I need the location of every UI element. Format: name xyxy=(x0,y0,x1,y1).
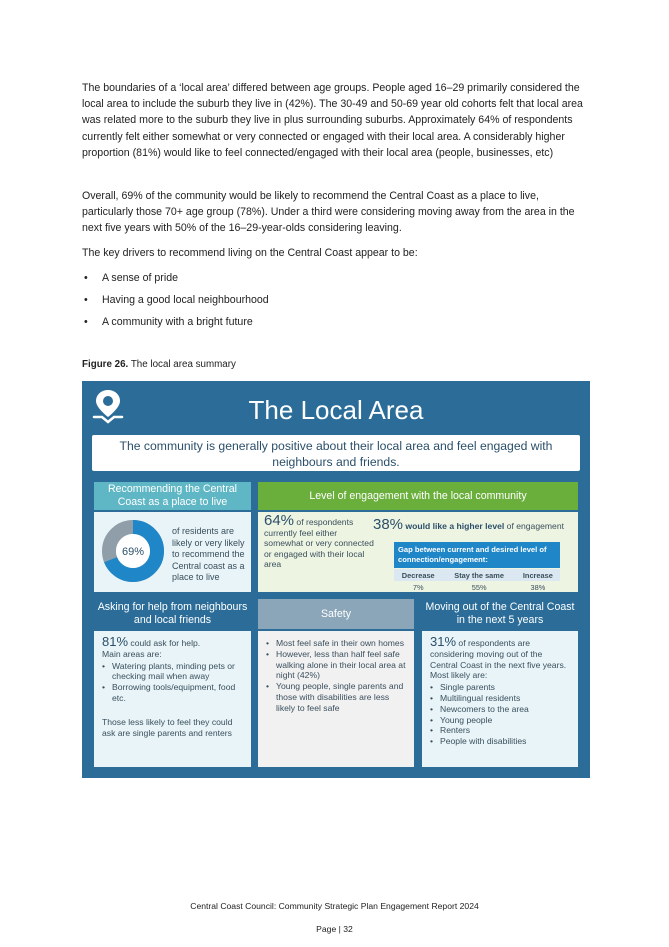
footer-report-title: Central Coast Council: Community Strategic Plan Engagement Report 2024 xyxy=(190,901,479,911)
list-item: • Young people xyxy=(430,715,572,726)
recommending-header: Recommending the Central Coast as a place to live xyxy=(94,482,251,510)
paragraph-local-area-boundaries: The boundaries of a ‘local area’ differed between age groups. People aged 16–29 primarily considered the local area to include the suburb they live in (42%). The 30-49 and 50-69 year old cohorts felt that local area was related more to the suburb they live in plus surrounding suburbs. Approximately 64% of respondents currently felt either somewhat or very connected or engaged with their local area. A considerably higher proportion (81%) would like to feel connected/engaged with their local area (people, businesses, etc) xyxy=(82,82,583,159)
engagement-panel xyxy=(258,482,578,592)
moving-panel xyxy=(422,599,578,767)
recommending-body xyxy=(94,512,251,592)
help-footer-text: Those less likely to feel they could ask are single parents and renters xyxy=(102,716,233,738)
gap-title: Gap between current and desired level of connection/engagement: xyxy=(394,542,560,568)
list-item: • Single parents xyxy=(430,682,572,693)
gap-value-increase: 38% xyxy=(530,582,546,592)
list-item: • Young people, single parents and those with disabilities are less likely to feel safe xyxy=(266,681,408,713)
list-item: • Multilingual residents xyxy=(430,693,572,704)
paragraph-recommend: Overall, 69% of the community would be likely to recommend the Central Coast as a place to live, particularly those 70+ age group (78%). Under a third were considering moving away from the area in the next five years with 50% of the 16–29-year-olds considering leaving. xyxy=(82,190,575,235)
list-item: • Having a good local neighbourhood xyxy=(84,294,269,306)
help-areas-list xyxy=(102,661,245,704)
list-item: • Renters xyxy=(430,725,572,736)
help-body: 81% could ask for help. Main areas are: • Watering plants, minding pets or checking mail when away • Borrowing tools/equipment, food etc. Those less likely to feel they could ask are single parents and renters xyxy=(94,631,251,767)
key-drivers-list xyxy=(82,270,482,336)
engagement-header: Level of engagement with the local community xyxy=(258,482,578,510)
current-engagement: 64% of respondents currently feel either somewhat or very connected or engaged with their local area xyxy=(264,512,374,569)
gap-header-decrease: Decrease xyxy=(394,569,442,581)
gap-value-decrease: 7% xyxy=(412,582,424,592)
list-item: • A community with a bright future xyxy=(84,316,253,328)
moving-groups-list xyxy=(430,682,572,747)
list-item: • A sense of pride xyxy=(84,272,178,284)
desired-engagement-percent: 38% xyxy=(373,516,404,533)
donut-percent-label: 69% xyxy=(121,546,145,558)
list-item: • People with disabilities xyxy=(430,736,572,747)
moving-percent: 31% xyxy=(430,634,457,649)
gap-table xyxy=(394,569,560,593)
recommend-text: of residents are likely or very likely to recommend the Central coast as a place to live xyxy=(172,526,245,582)
help-panel xyxy=(94,599,251,767)
list-item: • Most feel safe in their own homes xyxy=(266,638,408,649)
list-item: • Newcomers to the area xyxy=(430,704,572,715)
safety-list xyxy=(266,638,408,714)
recommend-donut-chart xyxy=(100,518,166,584)
engagement-body xyxy=(258,512,578,592)
infographic-subtitle: The community is generally positive about their local area and feel engaged with neighbours and friends. xyxy=(92,435,580,471)
page-number: Page | 32 xyxy=(316,924,353,934)
paragraph-key-drivers: The key drivers to recommend living on the Central Coast appear to be: xyxy=(82,247,418,259)
desired-engagement: 38% would like a higher level of engagement xyxy=(373,516,565,533)
list-item: • Borrowing tools/equipment, food etc. xyxy=(102,682,245,704)
safety-header: Safety xyxy=(258,599,414,629)
list-item: • However, less than half feel safe walking alone in their local area at night (42%) xyxy=(266,649,408,681)
list-item: • Watering plants, minding pets or checking mail when away xyxy=(102,661,245,683)
figure-caption: Figure 26. The local area summary xyxy=(82,359,236,370)
gap-value-stay: 55% xyxy=(471,582,487,592)
help-percent: 81% xyxy=(102,634,129,649)
recommending-panel xyxy=(94,482,251,592)
moving-header: Moving out of the Central Coast in the next 5 years xyxy=(422,599,578,629)
moving-body: 31% of respondents are considering moving out of the Central Coast in the next five years. Most likely are: • Single parents • Multilingual residents • Newcomers to the area • Young people • Renters • People with disabilities xyxy=(422,631,578,767)
help-header: Asking for help from neighbours and local friends xyxy=(94,599,251,629)
safety-body xyxy=(258,631,414,767)
gap-header-stay: Stay the same xyxy=(442,569,515,581)
infographic-title: The Local Area xyxy=(248,395,424,425)
current-engagement-percent: 64% xyxy=(264,512,295,529)
safety-panel xyxy=(258,599,414,767)
gap-header-increase: Increase xyxy=(516,569,560,581)
local-area-infographic xyxy=(82,381,590,778)
